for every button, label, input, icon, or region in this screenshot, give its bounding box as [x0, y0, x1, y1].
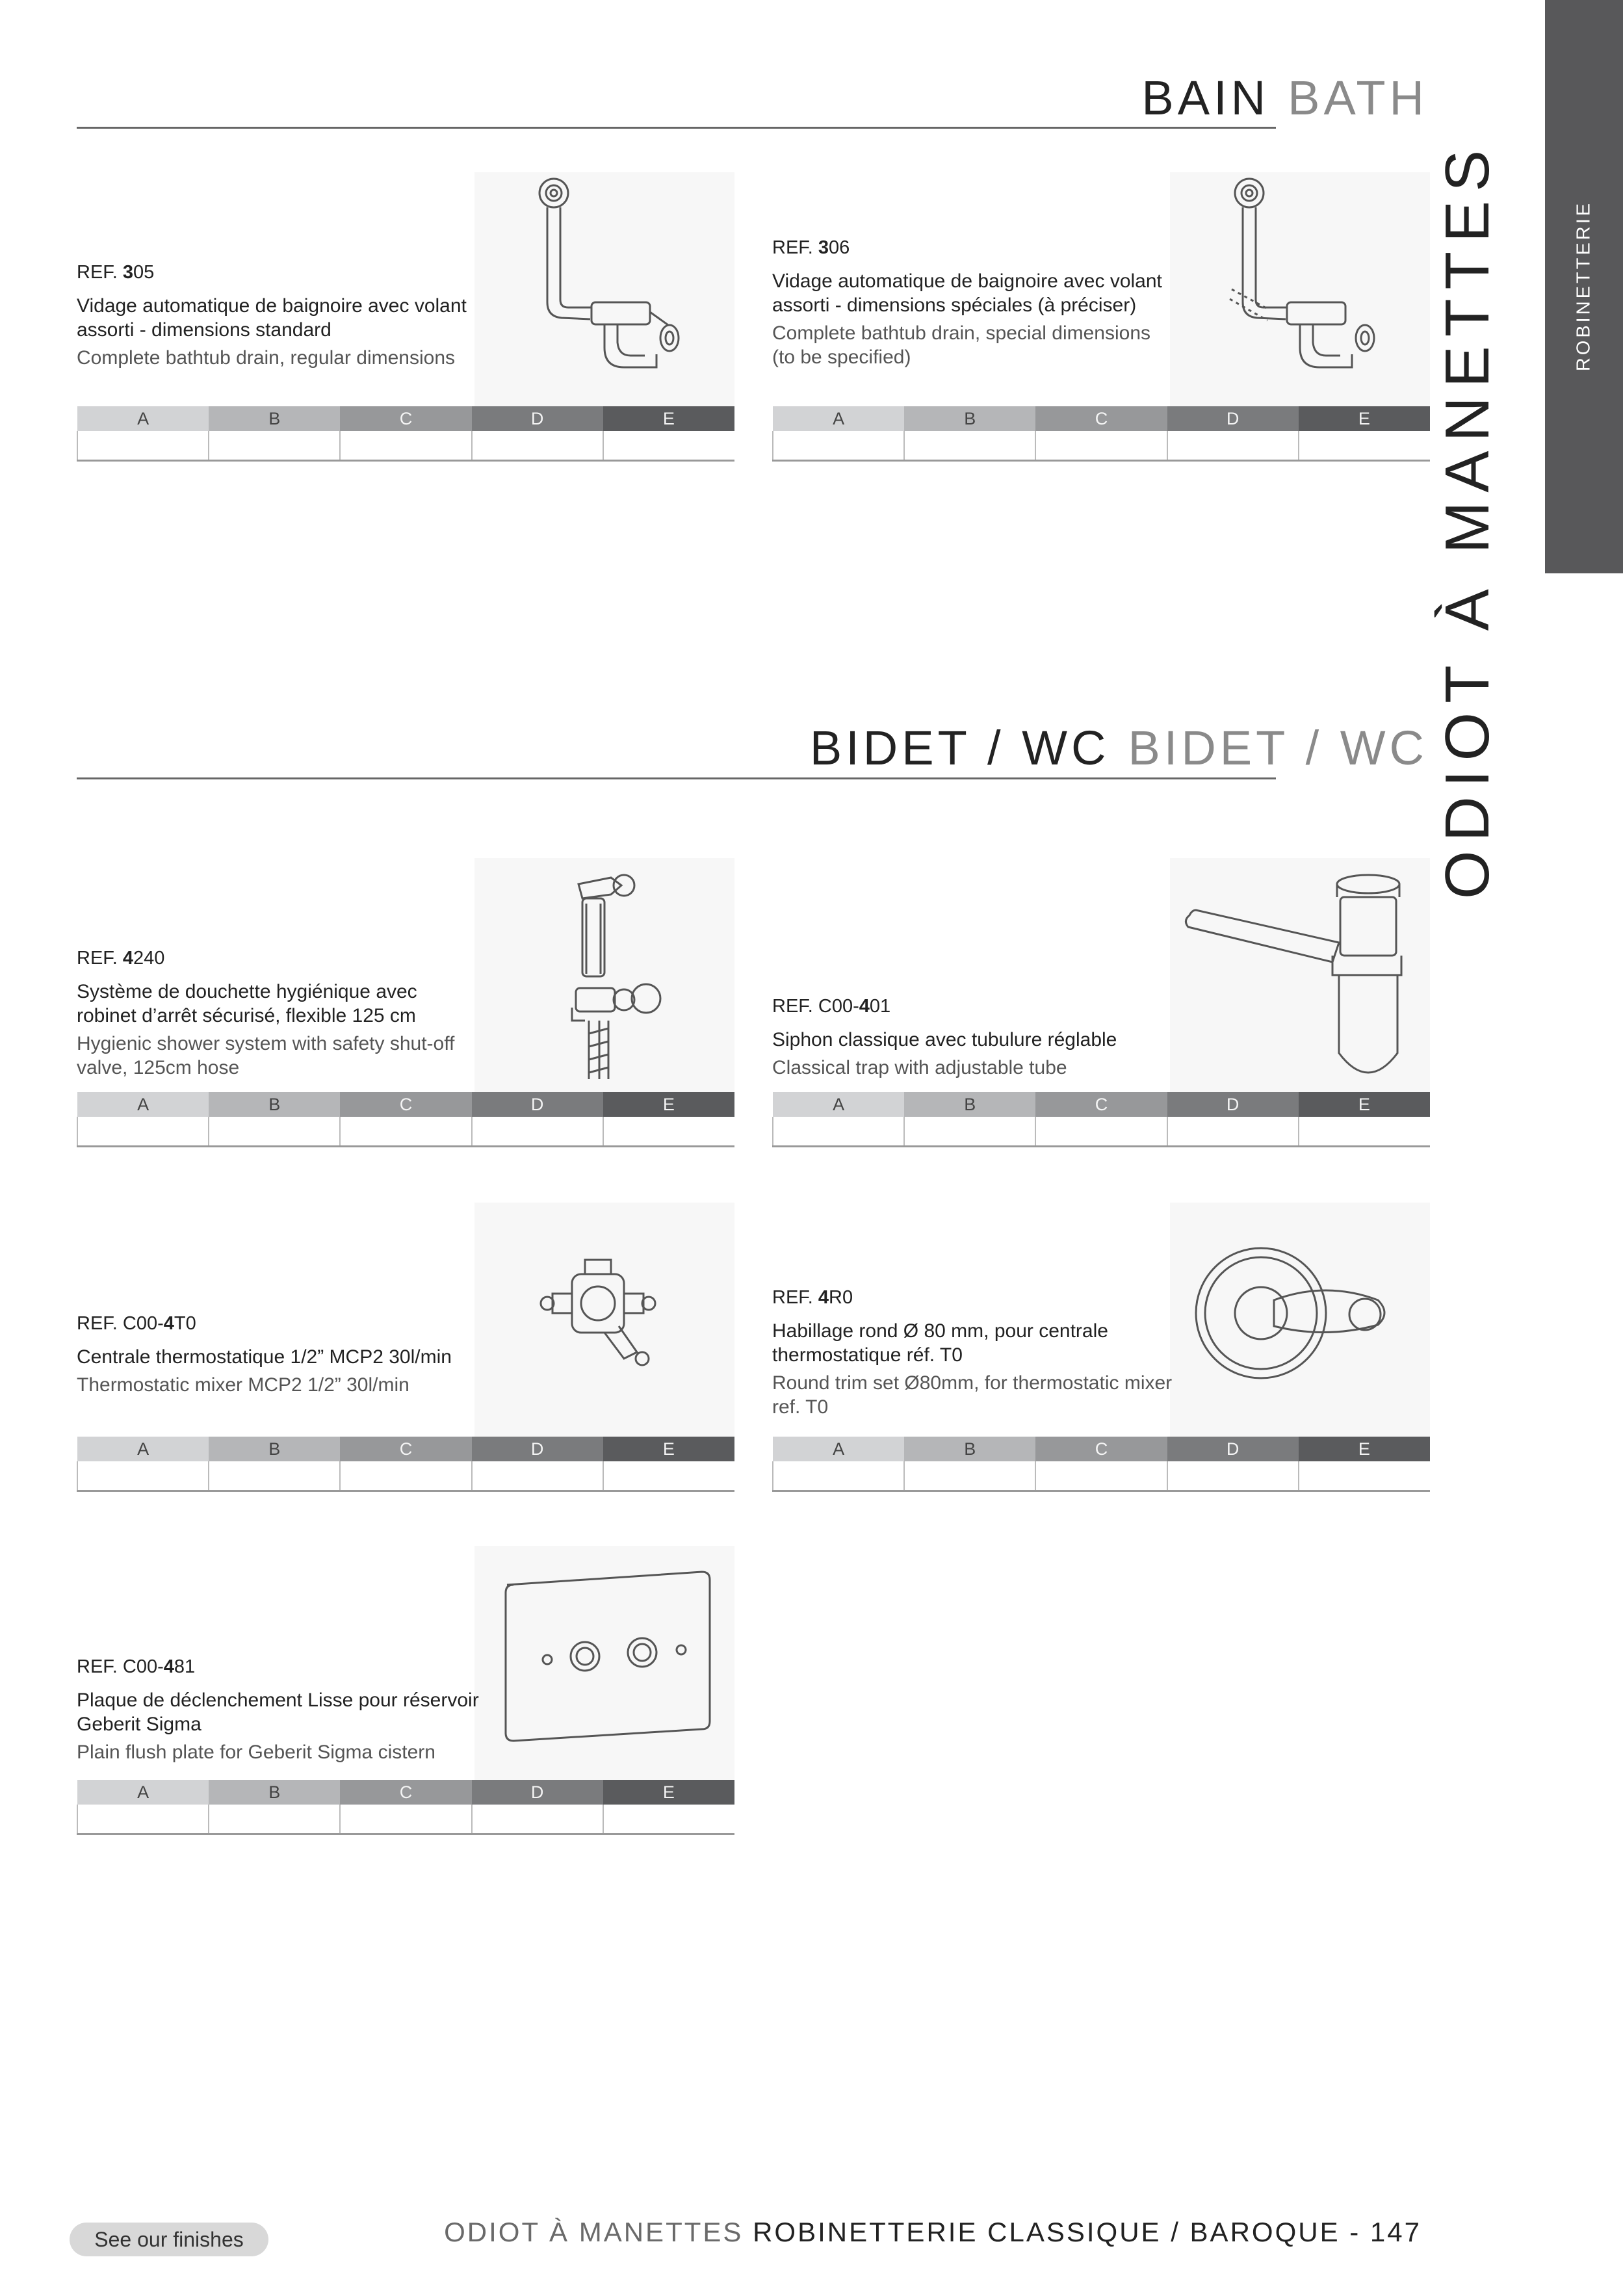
product-text — [77, 262, 480, 370]
finish-header-a: A — [77, 1092, 209, 1117]
product-text — [772, 996, 1175, 1080]
product-desc-en: Hygienic shower system with safety shut-off valve, 125cm hose — [77, 1033, 455, 1078]
page-footer — [444, 2217, 1422, 2248]
finish-header-b: B — [209, 406, 340, 431]
finish-cell — [773, 1461, 904, 1491]
finish-header-d: D — [1167, 1092, 1299, 1117]
finish-cell — [603, 1117, 734, 1147]
product-desc-fr: Vidage automatique de baignoire avec volant assorti - dimensions standard — [77, 295, 467, 341]
finish-header-b: B — [904, 406, 1035, 431]
product-image-bath-drain — [474, 172, 734, 406]
finish-table — [772, 406, 1430, 462]
product-ref: REF. 306 — [772, 237, 850, 258]
finish-cell — [1299, 431, 1430, 461]
product-image-thermostatic-mixer — [474, 1203, 734, 1437]
product-desc-fr: Habillage rond Ø 80 mm, pour centrale thermostatique réf. T0 — [772, 1320, 1108, 1366]
section-title-fr: BAIN — [1141, 71, 1270, 125]
finish-cell — [77, 1117, 209, 1147]
finish-cell — [1167, 431, 1299, 461]
finish-cell — [472, 431, 603, 461]
section-title-en: BIDET — [1128, 721, 1289, 775]
finish-cell — [603, 1461, 734, 1491]
product-desc-en: Complete bathtub drain, regular dimensions — [77, 347, 455, 369]
product-image-flush-plate — [474, 1546, 734, 1780]
product-ref: REF. 305 — [77, 262, 155, 283]
finish-cell — [209, 1117, 340, 1147]
product-desc-fr: Siphon classique avec tubulure réglable — [772, 1029, 1117, 1050]
product-image-siphon — [1170, 858, 1430, 1092]
finish-table — [77, 1780, 734, 1835]
section-title-bath — [1141, 70, 1428, 125]
finish-cell — [904, 1461, 1035, 1491]
product-ref: REF. C00-401 — [772, 996, 891, 1017]
finish-cell — [340, 1117, 471, 1147]
finish-cell — [1299, 1461, 1430, 1491]
finish-cell — [773, 1117, 904, 1147]
finish-header-d: D — [472, 1437, 603, 1461]
finish-cell — [1035, 431, 1167, 461]
product-text — [77, 1656, 480, 1764]
product-desc-fr: Vidage automatique de baignoire avec volant assorti - dimensions spéciales (à préciser) — [772, 270, 1162, 316]
finish-header-a: A — [77, 406, 209, 431]
finish-cell — [209, 1805, 340, 1834]
section-title-fr: BIDET / WC — [809, 721, 1110, 775]
finish-cell — [603, 431, 734, 461]
product-ref: REF. 4240 — [77, 948, 165, 969]
section-title-en: BATH — [1288, 71, 1428, 125]
finish-header-a: A — [773, 1092, 904, 1117]
section-divider — [77, 777, 1276, 779]
footer-brand: ODIOT À MANETTES — [444, 2217, 744, 2247]
product-text — [77, 1313, 480, 1397]
finish-header-c: C — [340, 1780, 471, 1805]
finish-table — [77, 1437, 734, 1492]
finish-cell — [472, 1805, 603, 1834]
product-image-bath-drain — [1170, 172, 1430, 406]
finish-table — [77, 406, 734, 462]
product-image-round-trim — [1170, 1203, 1430, 1437]
finish-header-c: C — [1035, 406, 1167, 431]
finish-header-c: C — [1035, 1092, 1167, 1117]
finish-cell — [603, 1805, 734, 1834]
product-desc-fr: Plaque de déclenchement Lisse pour réservoir Geberit Sigma — [77, 1689, 479, 1735]
finish-header-c: C — [340, 1437, 471, 1461]
finish-header-b: B — [209, 1092, 340, 1117]
finish-header-d: D — [472, 1092, 603, 1117]
finish-header-a: A — [773, 406, 904, 431]
finish-header-e: E — [1299, 1092, 1430, 1117]
finish-table — [77, 1092, 734, 1147]
side-tab-label: ROBINETTERIE — [1573, 200, 1594, 372]
product-text — [772, 237, 1175, 369]
finish-cell — [209, 1461, 340, 1491]
finish-cell — [472, 1461, 603, 1491]
finish-cell — [77, 1461, 209, 1491]
finish-header-e: E — [603, 1092, 734, 1117]
finish-table — [772, 1437, 1430, 1492]
finish-cell — [472, 1117, 603, 1147]
finish-header-b: B — [209, 1780, 340, 1805]
finish-header-c: C — [340, 406, 471, 431]
finish-header-e: E — [603, 1437, 734, 1461]
product-text — [77, 948, 480, 1080]
finish-header-a: A — [773, 1437, 904, 1461]
footer-section: ROBINETTERIE CLASSIQUE / BAROQUE - 147 — [743, 2217, 1422, 2247]
see-finishes-button[interactable]: See our finishes — [70, 2223, 268, 2256]
product-desc-en: Round trim set Ø80mm, for thermostatic mixer ref. T0 — [772, 1372, 1173, 1418]
finish-header-d: D — [472, 406, 603, 431]
finish-cell — [77, 431, 209, 461]
product-ref: REF. C00-4T0 — [77, 1313, 196, 1334]
product-text — [772, 1287, 1175, 1419]
finish-cell — [340, 431, 471, 461]
finish-cell — [209, 431, 340, 461]
finish-cell — [1167, 1117, 1299, 1147]
finish-header-e: E — [1299, 406, 1430, 431]
product-image-hygienic-shower — [474, 858, 734, 1092]
product-ref: REF. 4R0 — [772, 1287, 853, 1308]
finish-header-e: E — [603, 1780, 734, 1805]
product-ref: REF. C00-481 — [77, 1656, 196, 1677]
collection-title: ODIOT À MANETTES — [1433, 140, 1502, 900]
finish-cell — [340, 1461, 471, 1491]
finish-cell — [77, 1805, 209, 1834]
finish-cell — [904, 1117, 1035, 1147]
product-desc-en: Plain flush plate for Geberit Sigma cistern — [77, 1742, 435, 1763]
finish-header-b: B — [209, 1437, 340, 1461]
product-desc-fr: Système de douchette hygiénique avec robinet d’arrêt sécurisé, flexible 125 cm — [77, 981, 417, 1026]
finish-header-c: C — [1035, 1437, 1167, 1461]
product-desc-en: Complete bathtub drain, special dimensions (to be specified) — [772, 322, 1150, 368]
finish-header-d: D — [1167, 406, 1299, 431]
finish-header-b: B — [904, 1437, 1035, 1461]
finish-table — [772, 1092, 1430, 1147]
finish-header-d: D — [1167, 1437, 1299, 1461]
finish-cell — [1299, 1117, 1430, 1147]
finish-cell — [773, 431, 904, 461]
finish-header-e: E — [603, 406, 734, 431]
product-desc-fr: Centrale thermostatique 1/2” MCP2 30l/min — [77, 1346, 452, 1368]
finish-cell — [1167, 1461, 1299, 1491]
finish-cell — [340, 1805, 471, 1834]
finish-header-c: C — [340, 1092, 471, 1117]
section-divider — [77, 127, 1276, 129]
finish-header-e: E — [1299, 1437, 1430, 1461]
section-title-en-sep: / WC — [1305, 721, 1428, 775]
finish-header-b: B — [904, 1092, 1035, 1117]
product-desc-en: Thermostatic mixer MCP2 1/2” 30l/min — [77, 1374, 409, 1396]
section-title-bidet — [810, 720, 1428, 776]
finish-header-a: A — [77, 1780, 209, 1805]
finish-header-a: A — [77, 1437, 209, 1461]
finish-header-d: D — [472, 1780, 603, 1805]
finish-cell — [1035, 1117, 1167, 1147]
product-desc-en: Classical trap with adjustable tube — [772, 1057, 1067, 1078]
finish-cell — [1035, 1461, 1167, 1491]
finish-cell — [904, 431, 1035, 461]
